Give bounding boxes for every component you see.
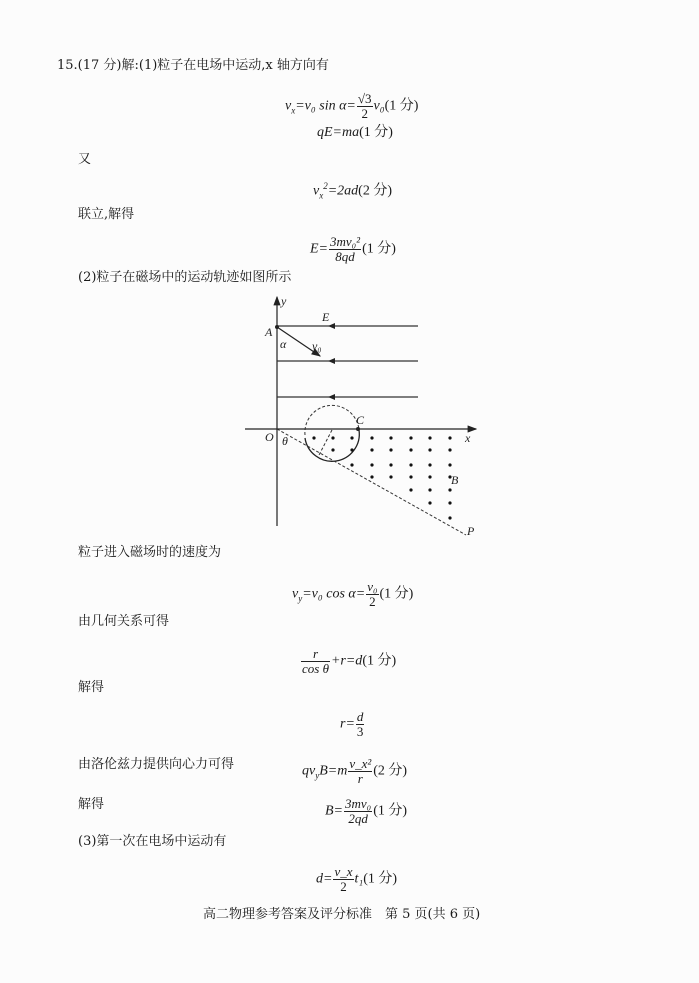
label-theta: θ <box>282 434 288 448</box>
field-dot <box>370 436 373 439</box>
field-dot <box>389 475 392 478</box>
magnetic-field-dots <box>312 436 451 519</box>
field-dot <box>389 448 392 451</box>
field-dot <box>448 448 451 451</box>
text-jiede-1: 解得 <box>78 680 105 695</box>
page-footer: 高二物理参考答案及评分标准 第 5 页(共 6 页) <box>203 907 481 922</box>
text-lorentz: 由洛伦兹力提供向心力可得 <box>78 757 235 772</box>
equation-vx-squared: $v_x^2=2ad(2$ 分) <box>313 181 392 201</box>
field-dot <box>409 436 412 439</box>
field-dot <box>428 475 431 478</box>
text-you: 又 <box>78 152 92 167</box>
field-dot <box>350 463 353 466</box>
field-dot <box>409 463 412 466</box>
field-dot <box>409 448 412 451</box>
field-dot <box>448 501 451 504</box>
equation-geometry: $\frac{r}{\text{cos θ}}$ +r=d(1 分) <box>302 646 397 676</box>
field-dot <box>370 475 373 478</box>
question-header: 15.(17 分)解:(1)粒子在电场中运动,x 轴方向有 <box>57 58 329 73</box>
field-dot <box>331 436 334 439</box>
field-dot <box>448 463 451 466</box>
field-dot <box>370 463 373 466</box>
label-P: P <box>467 524 475 538</box>
electric-field-lines <box>277 326 418 397</box>
field-dot <box>428 436 431 439</box>
label-C: C <box>356 413 365 427</box>
field-dot <box>448 516 451 519</box>
label-x: x <box>465 431 471 445</box>
field-dot <box>428 463 431 466</box>
part3-heading: (3)第一次在电场中运动有 <box>78 834 227 849</box>
boundary-OP <box>277 429 466 535</box>
radius-line <box>319 430 332 455</box>
part2-heading: (2)粒子在磁场中的运动轨迹如图所示 <box>78 270 292 285</box>
field-dot <box>312 436 315 439</box>
label-O: O <box>265 430 274 444</box>
trajectory-solid-arc <box>305 430 359 461</box>
field-dot <box>428 501 431 504</box>
equation-qE: qE=ma(1 分) <box>317 125 393 140</box>
label-A: A <box>265 325 273 339</box>
equation-B: B= $\frac{\text{3mv₀}}{2qd}$ (1 分) <box>325 796 408 826</box>
point-A <box>275 325 279 329</box>
label-alpha: α <box>280 337 287 351</box>
equation-d: d= $\frac{v\_x}{2}$ t₁(1 分) <box>316 864 398 894</box>
field-dot <box>350 436 353 439</box>
text-lianli: 联立,解得 <box>78 207 135 222</box>
field-dot <box>370 448 373 451</box>
field-dot <box>331 448 334 451</box>
equation-vx: $v_x=v_0$ sin α= $\frac{√3}{2}$ v₀(1 分) <box>285 91 419 121</box>
point-C <box>356 427 360 431</box>
equation-E: E= $\frac{\text{3mv₀²}}{8qd}$ (1 分) <box>310 234 396 264</box>
equation-vy: $v_y=v_0$ cos α= $\frac{\text{v₀}}{2}$ (1 分) <box>292 579 414 609</box>
field-dot <box>350 448 353 451</box>
field-dot <box>428 488 431 491</box>
field-dot <box>409 475 412 478</box>
equation-lorentz: $qv_yB=m$ $\frac{\text{v\_x²}}{r}$ (2 分) <box>302 756 408 786</box>
field-dot <box>448 488 451 491</box>
label-B: B <box>451 473 459 487</box>
field-dot <box>409 488 412 491</box>
field-dot <box>389 463 392 466</box>
text-jiede-2: 解得 <box>78 797 105 812</box>
equation-r: r= $\frac{d}{3}$ <box>340 709 364 739</box>
field-dot <box>389 436 392 439</box>
label-y: y <box>281 294 287 308</box>
label-E: E <box>322 310 330 324</box>
text-geometry: 由几何关系可得 <box>78 614 170 629</box>
field-dot <box>428 448 431 451</box>
field-dot <box>448 436 451 439</box>
text-enter: 粒子进入磁场时的速度为 <box>78 545 222 560</box>
label-v0: v₀ <box>312 339 322 353</box>
